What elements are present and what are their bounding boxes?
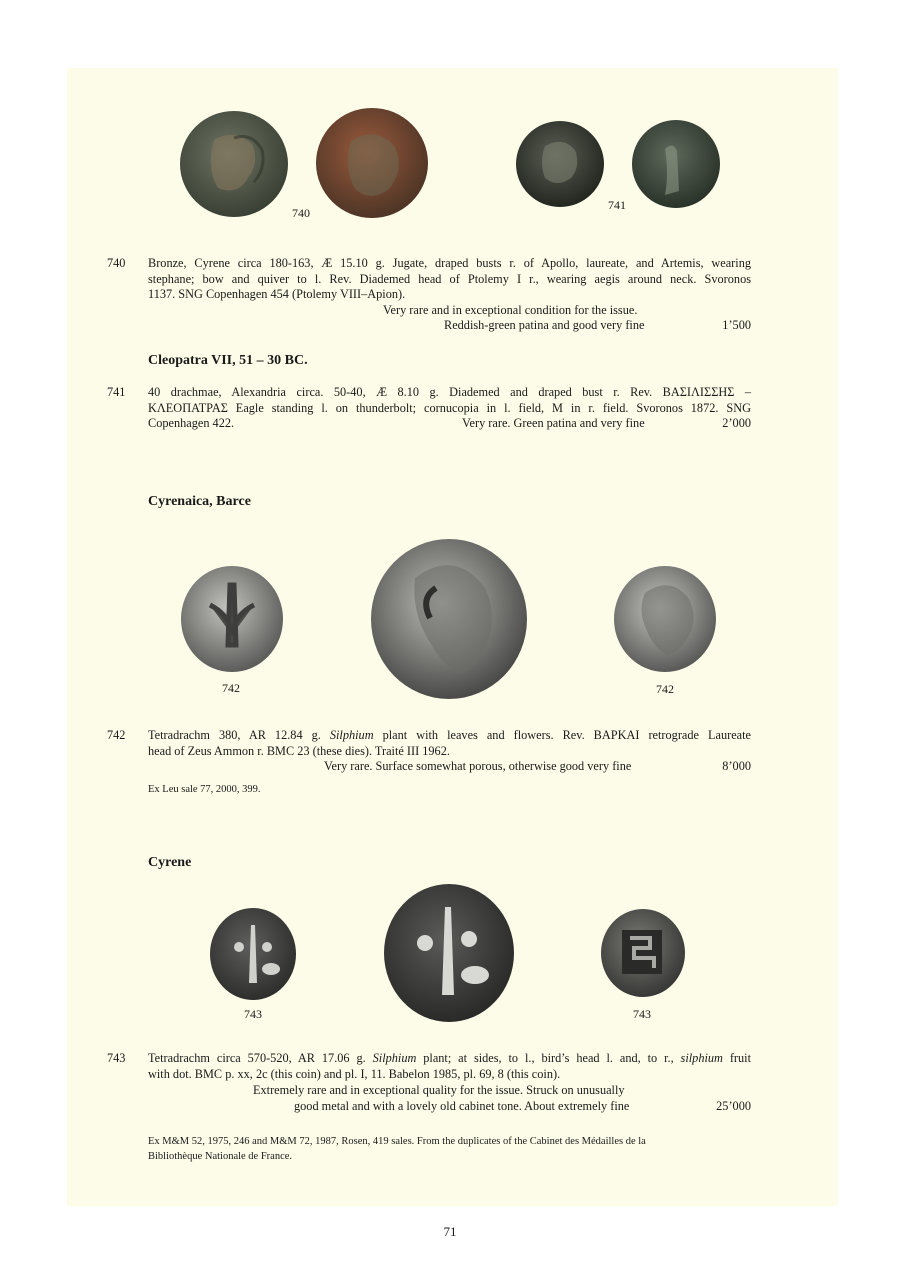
coin-label-743-left: 743 — [244, 1007, 262, 1021]
coin-label-742-right: 742 — [656, 682, 674, 696]
lot-741-line-3: Copenhagen 422. — [148, 416, 235, 430]
coin-740-obverse-image — [179, 110, 289, 218]
lot-743-provenance-line-1: Ex M&M 52, 1975, 246 and M&M 72, 1987, Rosen, 419 sales. From the duplicates of the Cabinet des Médailles de la — [148, 1136, 646, 1147]
lot-743-line-1-start: Tetradrachm circa 570-520, AR 17.06 g. — [148, 1051, 373, 1065]
lot-741-price: 2’000 — [722, 416, 751, 430]
lot-741-grade: Very rare. Green patina and very fine — [462, 416, 645, 430]
lot-743-line-2: with dot. BMC p. xx, 2c (this coin) and pl. I, 11. Babelon 1985, pl. 69, 8 (this coin). — [148, 1066, 561, 1081]
lot-743-silphium-italic: Silphium — [372, 1051, 417, 1065]
lot-742-line-1 — [148, 728, 751, 744]
lot-743-provenance — [148, 1134, 751, 1164]
lot-740-price: 1’500 — [722, 318, 751, 332]
lot-number-741: 741 — [107, 385, 126, 399]
lot-741-description — [148, 385, 751, 432]
lot-740-grade-1: Very rare and in exceptional condition for the issue. — [383, 303, 638, 317]
coin-741-obverse-image — [515, 120, 605, 209]
coin-742-obverse-image — [180, 565, 284, 673]
lot-743-grade-1: Extremely rare and in exceptional quality for the issue. Struck on unusually — [253, 1083, 625, 1097]
page-number: 71 — [443, 1224, 457, 1239]
lot-number-740: 740 — [107, 256, 126, 270]
lot-742-provenance: Ex Leu sale 77, 2000, 399. — [148, 784, 261, 795]
section-heading-barce: Cyrenaica, Barce — [148, 494, 251, 509]
lot-743-provenance-line-2: Bibliothèque Nationale de France. — [148, 1151, 293, 1162]
lot-740-grade-2: Reddish-green patina and good very fine — [444, 318, 645, 332]
lot-742-silphium-italic: Silphium — [329, 728, 374, 742]
lot-740-line-1: Bronze, Cyrene circa 180-163, Æ 15.10 g. Jugate, draped busts r. of Apollo, laureate, and Artemis, wearing — [148, 256, 751, 270]
lot-number-743: 743 — [107, 1051, 126, 1065]
lot-743-line-1 — [148, 1051, 751, 1067]
coin-label-741: 741 — [608, 198, 626, 212]
coin-742-reverse-image — [613, 565, 718, 673]
coin-741-reverse-image — [631, 119, 721, 210]
section-heading-cyrene: Cyrene — [148, 855, 192, 870]
lot-742-line-2: head of Zeus Ammon r. BMC 23 (these dies). Traité III 1962. — [148, 743, 450, 758]
lot-740-description — [148, 256, 751, 303]
coin-743-obverse-image — [209, 907, 298, 1001]
coin-743-obverse-enlarged-image — [383, 883, 515, 1023]
coin-label-742-left: 742 — [222, 681, 240, 695]
lot-740-line-2: stephane; bow and quiver to l. Rev. Diademed head of Ptolemy I r., wearing aegis around neck. Svoronos — [148, 271, 751, 286]
coin-742-obverse-enlarged-image — [370, 538, 528, 700]
lot-742-description — [148, 728, 751, 759]
section-heading-cleopatra: Cleopatra VII, 51 – 30 BC. — [148, 353, 308, 368]
coin-label-743-right: 743 — [633, 1007, 651, 1021]
lot-742-line-1-end: plant with leaves and flowers. Rev. BAPKAI retrograde Laureate — [373, 728, 752, 742]
lot-742-line-1-start: Tetradrachm 380, AR 12.84 g. — [148, 728, 330, 742]
lot-743-line-1-end: fruit — [722, 1051, 751, 1065]
lot-742-price: 8’000 — [722, 759, 751, 773]
lot-number-742: 742 — [107, 728, 126, 742]
lot-743-silphium-italic-2: silphium — [680, 1051, 723, 1065]
lot-742-grade: Very rare. Surface somewhat porous, otherwise good very fine — [324, 759, 632, 773]
coin-740-reverse-image — [315, 107, 429, 220]
coin-743-reverse-image — [600, 908, 686, 998]
lot-743-price: 25’000 — [716, 1099, 751, 1113]
coin-label-740: 740 — [292, 206, 310, 220]
lot-743-line-1-middle: plant; at sides, to l., bird’s head l. and, to r., — [416, 1051, 681, 1065]
lot-743-grade-2: good metal and with a lovely old cabinet tone. About extremely fine — [294, 1099, 630, 1113]
lot-741-line-2: ΚΛΕΟΠΑΤΡΑΣ Eagle standing l. on thunderbolt; cornucopia in l. field, M in r. field. Svoronos 1872. SNG — [148, 400, 751, 415]
lot-740-line-3: 1137. SNG Copenhagen 454 (Ptolemy VIII–Apion). — [148, 287, 406, 301]
lot-743-description — [148, 1051, 751, 1082]
lot-741-line-1: 40 drachmae, Alexandria circa. 50-40, Æ 8.10 g. Diademed and draped bust r. Rev. ΒΑΣΙΛΙΣΣΗΣ – — [148, 385, 751, 399]
